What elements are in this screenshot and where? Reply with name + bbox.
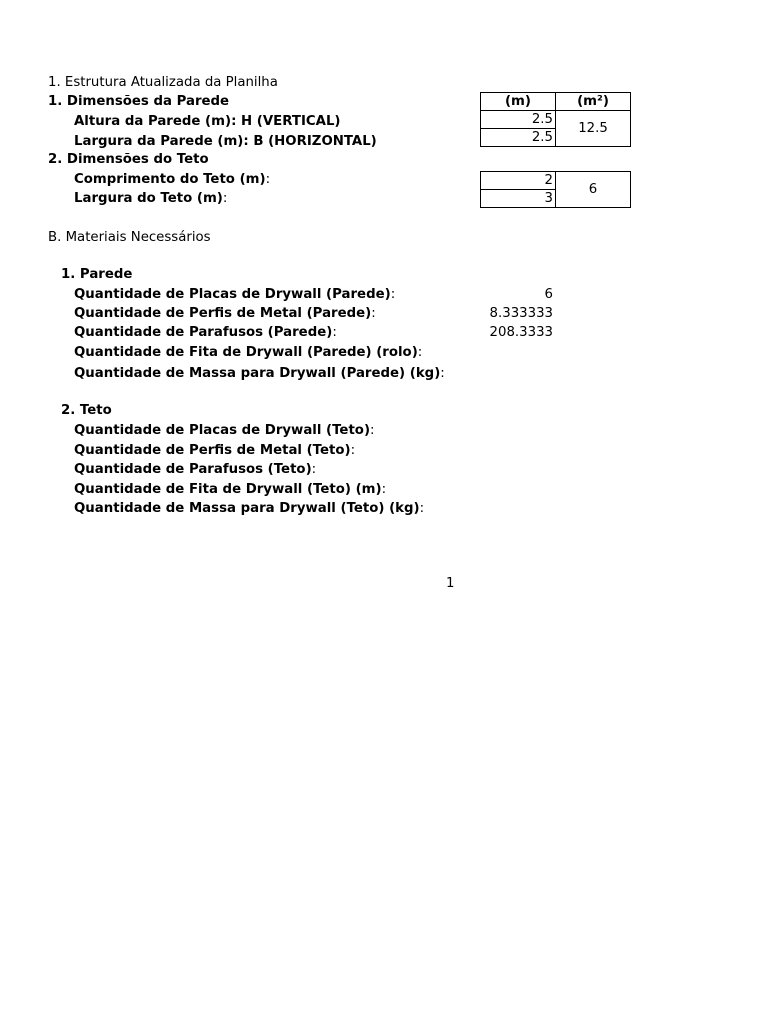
item-label: Quantidade de Placas de Drywall (Parede): [74, 287, 391, 302]
item-colon: :: [371, 306, 376, 321]
item-colon: :: [370, 423, 375, 438]
item-colon: :: [419, 501, 425, 516]
ceiling-length-row: [74, 172, 270, 188]
list-item: [74, 501, 424, 517]
wall-width-suffix: : B (HORIZONTAL): [243, 134, 377, 149]
header-m: (m): [481, 93, 556, 111]
ceiling-width-colon: :: [222, 191, 228, 206]
ceiling-length-colon: :: [265, 172, 271, 187]
parafusos-parede-value[interactable]: 208.3333: [489, 325, 553, 340]
perfis-parede-value[interactable]: 8.333333: [489, 306, 553, 321]
materials-title: B. Materiais Necessários: [48, 230, 211, 245]
item-label: Quantidade de Perfis de Metal (Parede): [74, 306, 372, 321]
item-colon: :: [350, 443, 356, 458]
item-label: Quantidade de Massa para Drywall (Teto) (kg): [74, 501, 420, 516]
ceiling-width-row: [74, 191, 227, 207]
ceiling-dimensions-table: [480, 171, 631, 208]
list-item: [74, 462, 316, 478]
list-item: [74, 482, 386, 498]
wall-height-suffix: : H (VERTICAL): [231, 114, 341, 129]
wall-height-row: [74, 114, 341, 130]
table-row: [481, 172, 631, 190]
ceiling-width-value[interactable]: 3: [481, 190, 556, 208]
item-label: Quantidade de Parafusos (Teto): [74, 462, 312, 477]
section-title: 1. Estrutura Atualizada da Planilha: [48, 75, 278, 90]
item-colon: :: [381, 482, 387, 497]
item-colon: :: [332, 325, 337, 340]
item-label: Quantidade de Massa para Drywall (Parede) (kg): [74, 366, 441, 381]
wall-dimensions-heading: 1. Dimensões da Parede: [48, 94, 230, 109]
parede-heading: 1. Parede: [61, 267, 133, 282]
wall-width-label: Largura da Parede (m): [74, 134, 244, 149]
list-item: [74, 443, 355, 459]
item-colon: :: [311, 462, 317, 477]
list-item: [74, 423, 375, 439]
teto-heading: 2. Teto: [61, 403, 112, 418]
wall-width-row: [74, 134, 377, 150]
wall-height-value[interactable]: 2.5: [481, 111, 556, 129]
item-label: Quantidade de Placas de Drywall (Teto): [74, 423, 371, 438]
item-label: Quantidade de Parafusos (Parede): [74, 325, 333, 340]
item-label: Quantidade de Fita de Drywall (Teto) (m): [74, 482, 382, 497]
item-label: Quantidade de Fita de Drywall (Parede) (rolo): [74, 345, 418, 360]
header-m2: (m²): [556, 93, 631, 111]
ceiling-area-value[interactable]: 6: [556, 172, 631, 208]
ceiling-length-value[interactable]: 2: [481, 172, 556, 190]
wall-width-value[interactable]: 2.5: [481, 129, 556, 147]
placas-parede-value[interactable]: 6: [544, 287, 553, 302]
item-label: Quantidade de Perfis de Metal (Teto): [74, 443, 351, 458]
list-item: [74, 325, 337, 341]
item-colon: :: [390, 287, 396, 302]
wall-dimensions-table: [480, 92, 631, 147]
item-colon: :: [417, 345, 423, 360]
wall-height-label: Altura da Parede (m): [74, 114, 232, 129]
list-item: [74, 287, 395, 303]
list-item: [74, 306, 376, 322]
item-colon: :: [440, 366, 445, 381]
list-item: [74, 366, 445, 382]
ceiling-length-label: Comprimento do Teto (m): [74, 172, 266, 187]
page-number: 1: [446, 576, 455, 591]
wall-area-value[interactable]: 12.5: [556, 111, 631, 147]
ceiling-dimensions-heading: 2. Dimensões do Teto: [48, 152, 209, 167]
list-item: [74, 345, 422, 361]
table-row: [481, 111, 631, 129]
ceiling-width-label: Largura do Teto (m): [74, 191, 223, 206]
table-header-row: [481, 93, 631, 111]
